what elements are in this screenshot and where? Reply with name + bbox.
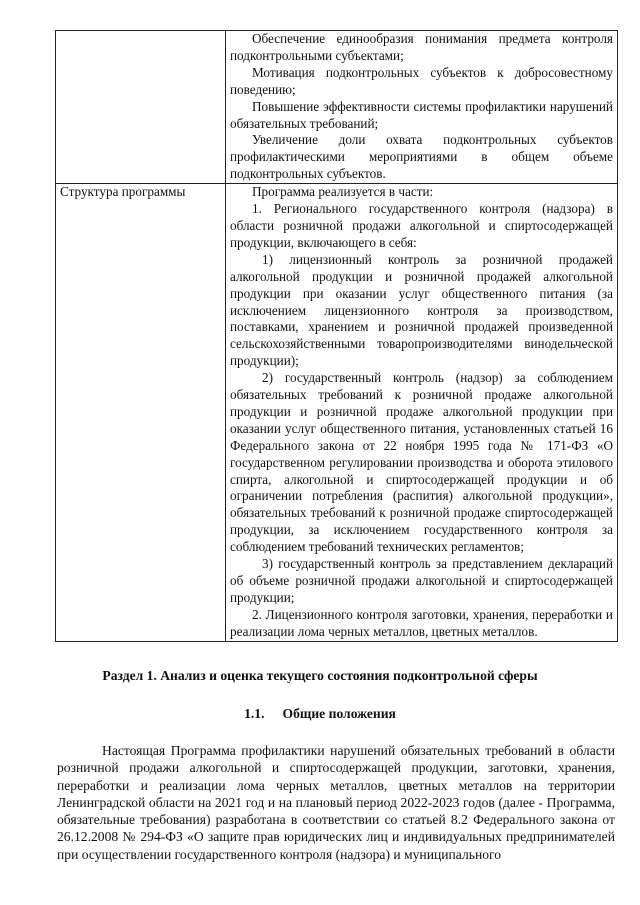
table-cell-label: Структура программы [56, 184, 226, 641]
program-table [55, 30, 618, 642]
structure-intro: Программа реализуется в части: [252, 184, 434, 200]
table-row [56, 31, 618, 184]
table-cell-content [226, 184, 618, 641]
body-text [57, 742, 615, 863]
subsection-title: Общие положения [282, 706, 396, 721]
structure-subitem-1: 1) лицензионный контроль за розничной продажей алкогольной продукции и розничной продажей алкогольной продукции при оказании услуг общественного питания (за исключением лицензионного контроля за производством, поставками, хранением и розничной продажей произведенной сельскохозяйственными товаропроизводителями винодельческой продукции); [230, 251, 613, 369]
structure-subitem-2: 2) государственный контроль (надзор) за соблюдением обязательных требований к розничной продаже алкогольной продукции и розничной продаже алкогольной продукции при оказании услуг общественного питания, установленных статьей 16 Федерального закона от 22 ноября 1995 года № 171-ФЗ «О государственном регулировании производства и оборота этилового спирта, алкогольной и спиртосодержащей продукции и об ограничении потребления (распития) алкогольной продукции», обязательных требований к розничной продаже спиртосодержащей продукции, за исключением государственного контроля за соблюдением требований технических регламентов; [230, 370, 613, 555]
goal-paragraph: Увеличение доли охвата подконтрольных субъектов профилактическими мероприятиями в общем объеме подконтрольных субъектов. [230, 132, 613, 182]
structure-item-2: 2. Лицензионного контроля заготовки, хранения, переработки и реализации лома черных металлов, цветных металлов. [230, 606, 613, 639]
table-cell-label [56, 31, 226, 184]
body-paragraph: Настоящая Программа профилактики нарушений обязательных требований в области розничной продажи алкогольной и спиртосодержащей продукции, заготовки, хранения, переработки и реализации лома черных металлов, цветных металлов на территории Ленинградской области на 2021 год и на плановый период 2022-2023 годов (далее - Программа, обязательные требования) разработана в соответствии со статьей 8.2 Федерального закона от 26.12.2008 № 294-ФЗ «О защите прав юридических лиц и индивидуальных предпринимателей при осуществлении государственного контроля (надзора) и муниципального [57, 743, 615, 862]
table-cell-content [226, 31, 618, 184]
structure-subitem-3: 3) государственный контроль за представлением деклараций об объеме розничной продажи алкогольной и спиртосодержащей продукции; [230, 556, 613, 605]
subsection-heading [0, 706, 640, 723]
table-row [56, 184, 618, 641]
section-heading: Раздел 1. Анализ и оценка текущего состояния подконтрольной сферы [102, 668, 538, 683]
structure-item-1: 1. Регионального государственного контроля (надзора) в области розничной продажи алкогольной и спиртосодержащей продукции, включающего в себя: [230, 201, 613, 250]
goal-paragraph: Обеспечение единообразия понимания предмета контроля подконтрольными субъектами; [230, 31, 613, 63]
goal-paragraph: Повышение эффективности системы профилактики нарушений обязательных требований; [230, 98, 613, 131]
goal-paragraph: Мотивация подконтрольных субъектов к добросовестному поведению; [230, 64, 613, 97]
subsection-number: 1.1. [244, 706, 265, 721]
